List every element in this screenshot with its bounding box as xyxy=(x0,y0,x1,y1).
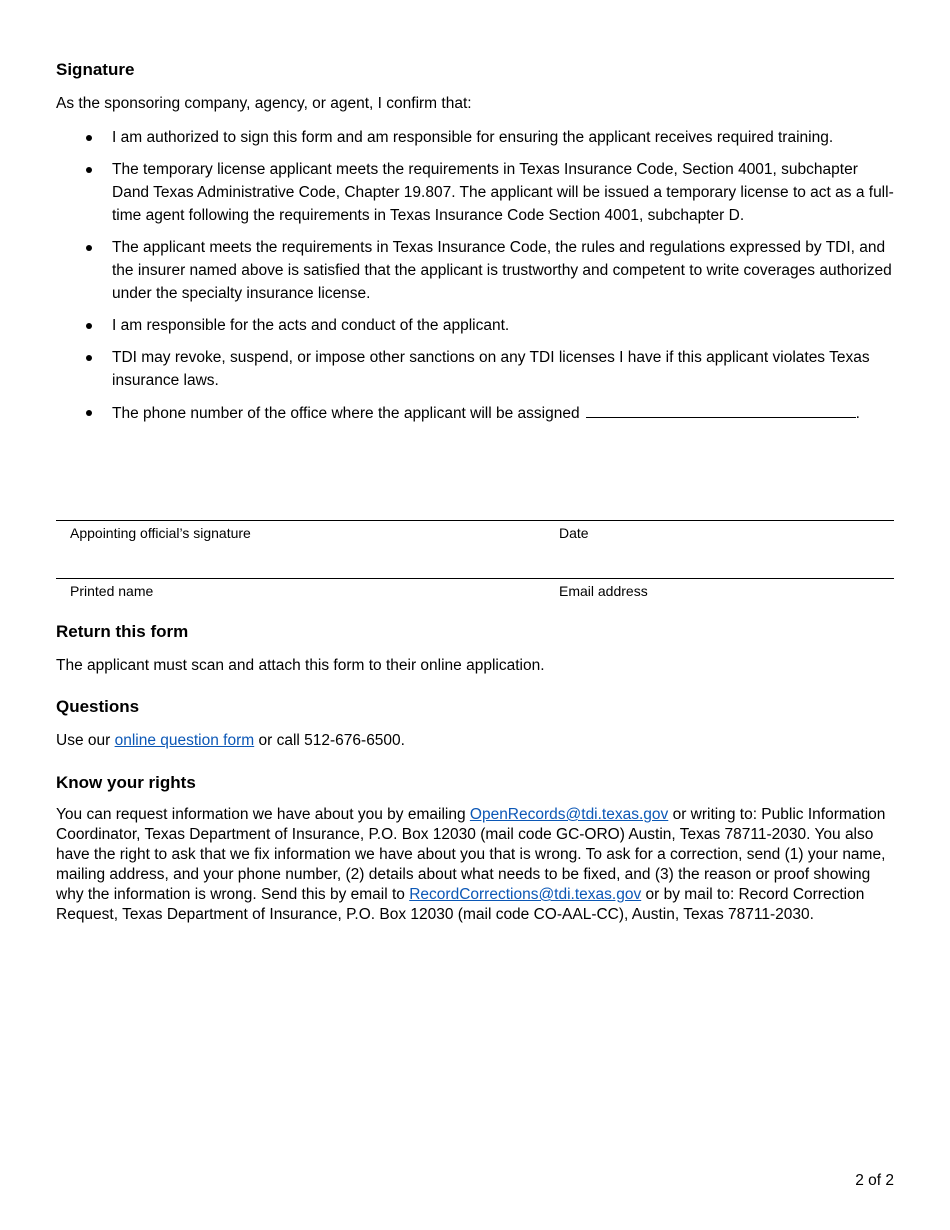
signature-date-row xyxy=(56,520,894,555)
rights-heading: Know your rights xyxy=(56,773,196,792)
bullet-icon xyxy=(86,410,92,416)
signature-heading: Signature xyxy=(56,60,135,79)
record-corrections-email-link[interactable]: RecordCorrections@tdi.texas.gov xyxy=(409,886,642,903)
bullet-icon xyxy=(86,167,92,173)
return-form-text: The applicant must scan and attach this form to their online application. xyxy=(56,657,545,674)
rights-text: You can request information we have about you by emailing OpenRecords@tdi.texas.gov or writing to: Public Information Coordinator, Texas Department of Insurance, P.O. Box 12030 (mail code GC-ORO) Austin, Texas 78711-2030. You also have the right to ask that we fix information we have about you that is wrong. To ask for a correction, send (1) your name, mailing address, and your phone number, (2) details about what needs to be fixed, and (3) the reason or proof showing why the information is wrong. Send this by email to RecordCorrections@tdi.texas.gov or by mail to: Record Correction Request, Texas Department of Insurance, P.O. Box 12030 (mail code CO-AAL-CC), Austin, Texas 78711-2030. xyxy=(56,806,886,923)
online-question-form-link[interactable]: online question form xyxy=(114,732,255,749)
printed-name-label: Printed name xyxy=(70,583,154,599)
bullet-icon xyxy=(86,245,92,251)
list-item: TDI may revoke, suspend, or impose other sanctions on any TDI licenses I have if this applicant violates Texas insurance laws. xyxy=(56,346,894,392)
questions-heading: Questions xyxy=(56,697,140,716)
open-records-email-link[interactable]: OpenRecords@tdi.texas.gov xyxy=(469,806,669,823)
list-item: The applicant meets the requirements in Texas Insurance Code, the rules and regulations expressed by TDI, and the insurer named above is satisfied that the applicant is trustworthy and competent to write coverages authorized under the specialty insurance license. xyxy=(56,236,894,305)
name-email-row xyxy=(56,578,894,613)
bullet-icon xyxy=(86,355,92,361)
list-item: I am authorized to sign this form and am responsible for ensuring the applicant receives required training. xyxy=(56,126,894,149)
list-item-phone: The phone number of the office where the applicant will be assigned . xyxy=(56,401,894,425)
list-item: I am responsible for the acts and conduct of the applicant. xyxy=(56,314,894,337)
signature-intro: As the sponsoring company, agency, or agent, I confirm that: xyxy=(56,95,472,112)
list-item: The temporary license applicant meets the requirements in Texas Insurance Code, Section 4001, subchapter Dand Texas Administrative Code, Chapter 19.807. The applicant will be issued a temporary license to act as a full-time agent following the requirements in Texas Insurance Code Section 4001, subchapter D. xyxy=(56,158,894,227)
bullet-icon xyxy=(86,323,92,329)
signature-label: Appointing official’s signature xyxy=(70,525,251,541)
confirmation-list xyxy=(56,126,894,434)
email-address-label: Email address xyxy=(559,583,648,599)
phone-number-field[interactable] xyxy=(586,401,856,418)
questions-text: Use our online question form or call 512-676-6500. xyxy=(56,732,405,749)
bullet-icon xyxy=(86,135,92,141)
page-number: 2 of 2 xyxy=(855,1172,894,1189)
return-form-heading: Return this form xyxy=(56,622,189,641)
date-label: Date xyxy=(559,525,589,541)
